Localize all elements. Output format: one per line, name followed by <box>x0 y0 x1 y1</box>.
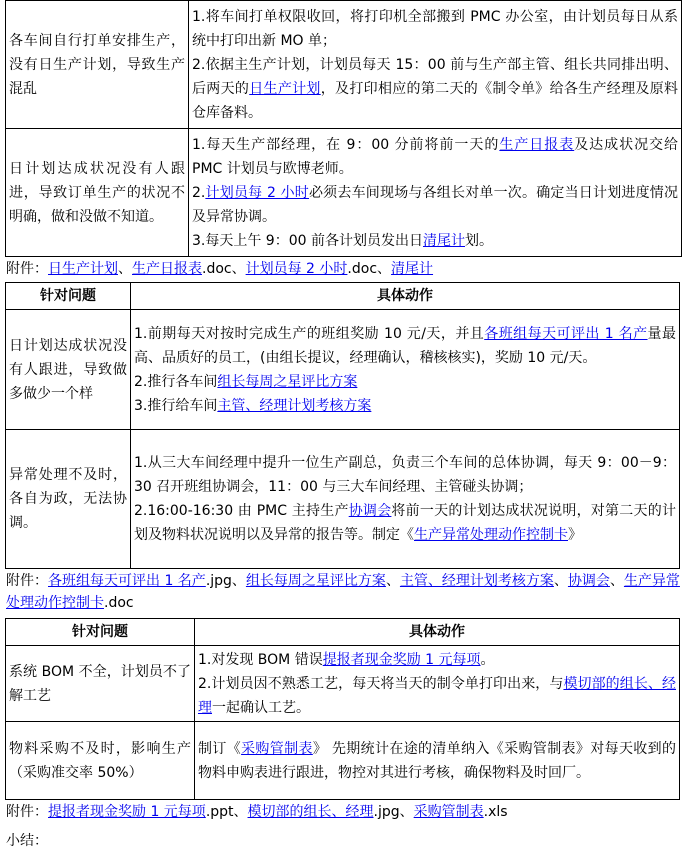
text-run: .doc <box>104 595 134 611</box>
text-run: 3.每天上午 9：00 前各计划员发出日 <box>192 232 423 249</box>
text-run: 1.将车间打单权限收回，将打印机全部搬到 PMC 办公室，由计划员每日从系统中打印出新 MO 单； <box>192 8 678 49</box>
text-run: 、 <box>118 261 132 277</box>
problem-cell: 日计划达成状况没有人跟进，导致做多做少一个样 <box>6 310 131 430</box>
hyperlink[interactable]: 各班组每天可评出 1 名产 <box>48 573 206 589</box>
action-cell <box>189 1 682 129</box>
hyperlink[interactable]: 采购管制表 <box>241 740 313 757</box>
text-run: 3.推行给车间 <box>134 397 218 414</box>
action-item <box>134 451 676 499</box>
problem-cell: 系统 BOM 不全，计划员不了解工艺 <box>6 646 195 722</box>
hyperlink[interactable]: 主管、经理计划考核方案 <box>217 397 372 414</box>
text-run: 量最高、品质好的员工，(由组长提议，经理确认，稽核核实)，奖励 10 元/天。 <box>134 325 677 366</box>
text-run: .doc、 <box>202 261 246 277</box>
hyperlink[interactable]: 清尾计 <box>422 232 465 249</box>
text-run: 将前一天的计划达成状况说明，对第二天的计划及物料状况说明以及异常的报告等。制定《 <box>134 503 677 543</box>
action-item <box>192 133 678 181</box>
header-problem: 针对问题 <box>6 619 195 646</box>
hyperlink[interactable]: 清尾计 <box>391 261 434 277</box>
text-run: 2.16:00-16:30 由 PMC 主持生产 <box>134 503 349 519</box>
header-action: 具体动作 <box>131 283 680 310</box>
text-run: 、 <box>609 573 624 589</box>
text-run: 、 <box>553 573 568 589</box>
hyperlink[interactable]: 生产日报表 <box>132 261 202 277</box>
table-row <box>6 1 682 129</box>
hyperlink[interactable]: 主管、经理计划考核方案 <box>399 573 554 589</box>
header-action: 具体动作 <box>195 619 680 646</box>
text-run: 2.依据主生产计划，计划员每天 15：00 前与生产部主管、组长共同排出明、后两天的 <box>192 56 678 97</box>
problem-cell: 各车间自行打单安排生产，没有日生产计划，导致生产混乱 <box>6 1 189 129</box>
hyperlink[interactable]: 采购管制表 <box>413 804 484 820</box>
text-run: 1.对发现 BOM 错误 <box>198 651 323 668</box>
hyperlink[interactable]: 模切部的组长、经理 <box>247 804 374 820</box>
action-cell <box>195 646 680 722</box>
hyperlink[interactable]: 计划员每 2 小时 <box>245 261 348 277</box>
table-header-row <box>6 283 680 310</box>
text-run: 2.计划员因不熟悉工艺，每天将当天的制令单打印出来，与 <box>198 675 564 692</box>
text-run: .xls <box>483 804 508 820</box>
table-row <box>6 310 680 430</box>
hyperlink[interactable]: 计划员每 2 小时 <box>205 184 309 201</box>
action-item <box>134 499 676 547</box>
attachments-line <box>6 802 508 822</box>
action-cell <box>131 430 680 569</box>
text-run: 制订《 <box>198 740 242 757</box>
action-item <box>192 53 678 125</box>
hyperlink[interactable]: 协调会 <box>567 573 610 589</box>
hyperlink[interactable]: 生产异常处理动作控制卡 <box>6 573 680 611</box>
text-run: .ppt、 <box>205 804 248 820</box>
hyperlink[interactable]: 日生产计划 <box>249 80 321 97</box>
action-item <box>198 648 676 672</box>
action-item <box>134 370 676 394</box>
action-item <box>134 322 676 370</box>
hyperlink[interactable]: 组长每周之星评比方案 <box>245 573 386 589</box>
table-header-row <box>6 619 680 646</box>
header-problem: 针对问题 <box>6 283 131 310</box>
text-run: 必须去车间现场与各组长对单一次。确定当日计划进度情况及异常协调。 <box>192 184 679 225</box>
problem-cell: 物料采购不及时，影响生产（采购准交率 50%） <box>6 722 195 800</box>
text-run: 附件： <box>6 261 48 277</box>
hyperlink[interactable]: 生产异常处理动作控制卡 <box>414 527 568 543</box>
text-run: 1.每天生产部经理，在 9：00 分前将前一天的 <box>192 136 500 153</box>
table-row <box>6 722 680 800</box>
hyperlink[interactable]: 各班组每天可评出 1 名产 <box>484 325 648 342</box>
hyperlink[interactable]: 生产日报表 <box>499 136 575 153</box>
text-run: .jpg、 <box>205 573 246 589</box>
problem-cell: 异常处理不及时，各自为政，无法协调。 <box>6 430 131 569</box>
text-run: 及达成状况交给 PMC 计划员与欧博老师。 <box>192 136 679 177</box>
action-cell <box>195 722 680 800</box>
action-cell <box>189 129 682 257</box>
text-run: 划。 <box>464 232 493 249</box>
text-run: 2. <box>192 184 206 201</box>
table-row <box>6 129 682 257</box>
hyperlink[interactable]: 组长每周之星评比方案 <box>217 373 358 390</box>
table-row <box>6 430 680 569</box>
text-run: 附件： <box>6 573 48 589</box>
problem-action-table-2 <box>5 282 680 569</box>
hyperlink[interactable]: 协调会 <box>348 503 392 519</box>
problem-action-table-3 <box>5 618 680 800</box>
hyperlink[interactable]: 日生产计划 <box>48 261 118 277</box>
text-run: 》 先期统计在途的清单纳入《采购管制表》对每天收到的物料申购表进行跟进，物控对其进行考核，确保物料及时回厂。 <box>198 740 677 781</box>
text-run: 1.前期每天对按时完成生产的班组奖励 10 元/天，并且 <box>134 325 485 342</box>
action-item <box>198 737 676 785</box>
text-run: 1.从三大车间经理中提升一位生产副总，负责三个车间的总体协调，每天 9：00－9：30 召开班组协调会，11：00 与三大车间经理、主管碰头协调； <box>134 455 676 495</box>
action-cell <box>131 310 680 430</box>
action-item <box>134 394 676 418</box>
action-item <box>192 181 678 229</box>
problem-cell: 日计划达成状况没有人跟进，导致订单生产的状况不明确，做和没做不知道。 <box>6 129 189 257</box>
text-run: 2.推行各车间 <box>134 373 218 390</box>
hyperlink[interactable]: 提报者现金奖励 1 元每项 <box>48 804 206 820</box>
action-item <box>198 672 676 720</box>
text-run: 附件： <box>6 804 48 820</box>
action-item <box>192 229 678 253</box>
text-run: 。 <box>480 651 495 668</box>
text-run: ，及打印相应的第二天的《制令单》给各生产经理及原料仓库备料。 <box>192 80 679 121</box>
attachments-line <box>6 570 682 614</box>
table-row <box>6 646 680 722</box>
text-run: 、 <box>385 573 400 589</box>
attachments-line <box>6 259 433 279</box>
text-run: 》 <box>568 527 582 543</box>
hyperlink[interactable]: 提报者现金奖励 1 元每项 <box>322 651 481 668</box>
summary-label: 小结： <box>6 833 48 849</box>
problem-action-table-1 <box>5 0 682 257</box>
text-run: .jpg、 <box>373 804 414 820</box>
text-run: 一起确认工艺。 <box>212 699 310 716</box>
hyperlink[interactable]: 模切部的组长、经理 <box>198 675 676 716</box>
action-item <box>192 5 678 53</box>
text-run: .doc、 <box>347 261 392 277</box>
